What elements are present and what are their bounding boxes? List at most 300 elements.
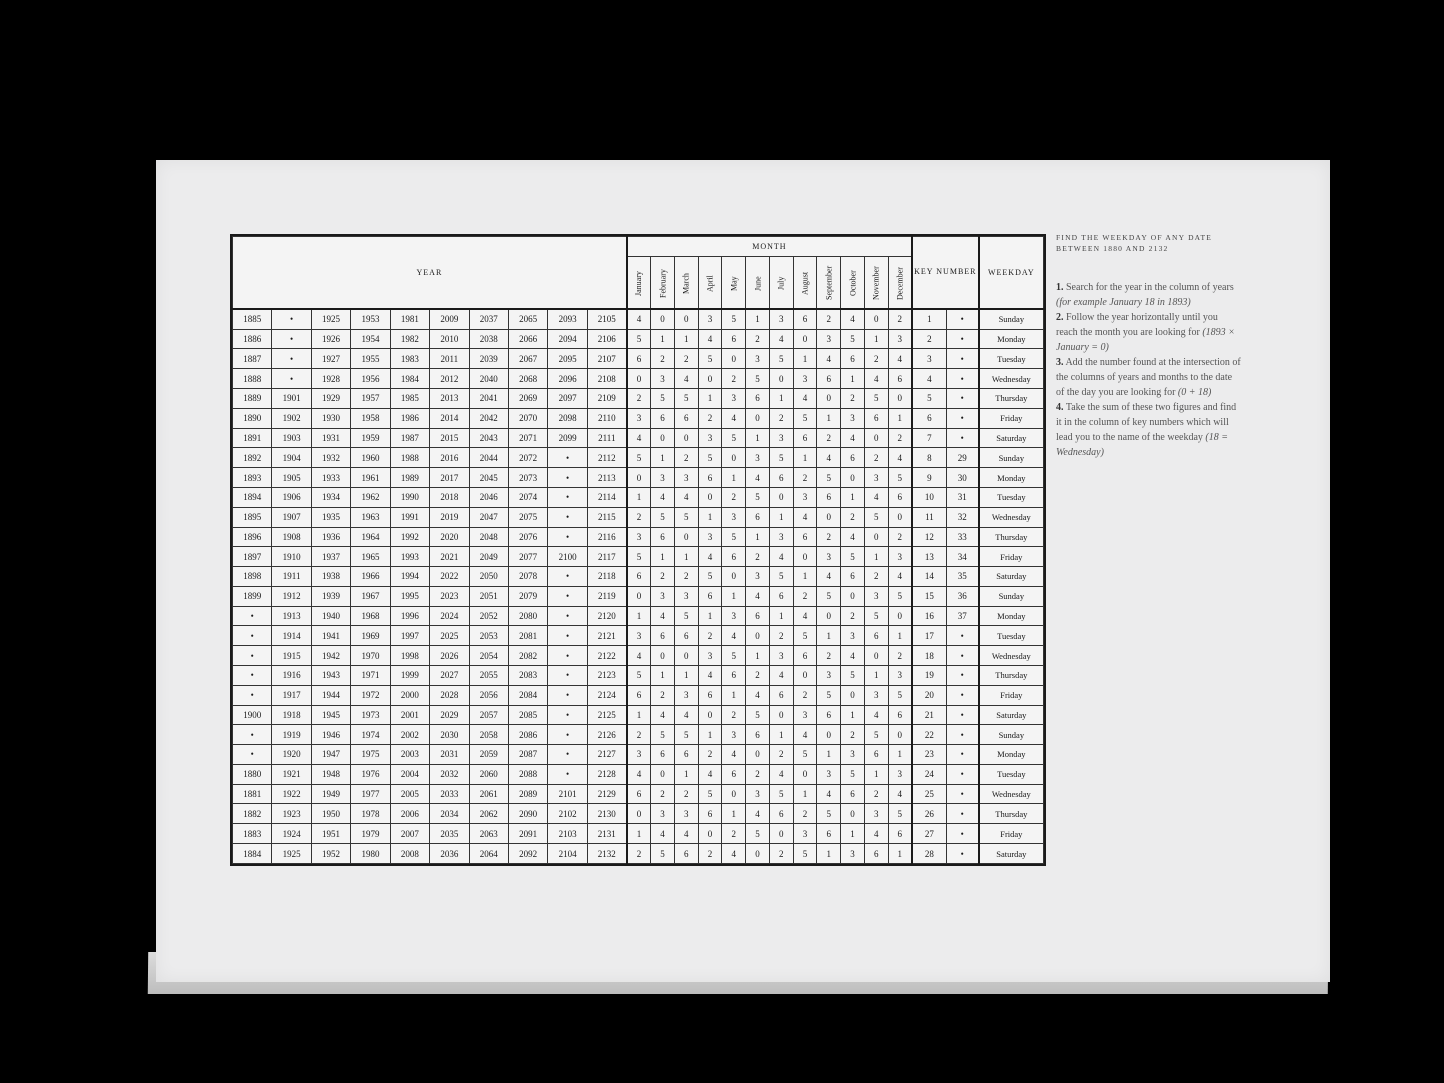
month-code-cell: 3 [722,507,746,527]
month-code-cell: 6 [746,725,770,745]
year-cell: 1993 [390,547,429,567]
month-code-cell: 4 [651,824,675,844]
month-code-cell: 1 [864,764,888,784]
month-code-cell: 2 [864,349,888,369]
table-row [233,389,1044,409]
month-code-cell: 6 [888,824,912,844]
month-code-cell: 4 [769,764,793,784]
key-number-cell: 24 [912,764,946,784]
month-code-cell: 0 [841,586,865,606]
key-number-cell: 25 [912,784,946,804]
month-code-cell: 5 [746,824,770,844]
weekday-cell: Thursday [979,804,1044,824]
year-cell: 1967 [351,586,390,606]
year-cell: 2048 [469,527,508,547]
month-code-cell: 4 [793,606,817,626]
year-cell: 1989 [390,468,429,488]
month-header-january: January [627,257,651,309]
month-code-cell: 6 [746,389,770,409]
table-row [233,487,1044,507]
year-cell: 2010 [430,329,469,349]
year-cell: • [548,487,587,507]
key-number-cell: • [946,369,978,389]
key-number-cell: • [946,309,978,330]
month-code-cell: 0 [864,309,888,330]
month-code-cell: 5 [864,389,888,409]
month-code-cell: 3 [769,428,793,448]
year-cell: 1910 [272,547,311,567]
month-code-cell: 1 [864,547,888,567]
month-code-cell: 5 [722,309,746,330]
year-cell: 2063 [469,824,508,844]
month-code-cell: 3 [698,309,722,330]
year-cell: • [233,745,272,765]
month-code-cell: 2 [841,725,865,745]
month-code-cell: 0 [769,487,793,507]
year-cell: 1895 [233,507,272,527]
key-number-cell: 14 [912,567,946,587]
month-code-cell: 1 [793,448,817,468]
year-cell: 1981 [390,309,429,330]
month-code-cell: 3 [722,725,746,745]
month-code-cell: 4 [698,329,722,349]
instructions-panel [1056,232,1242,460]
year-cell: 1992 [390,527,429,547]
month-code-cell: 1 [769,389,793,409]
table-row [233,626,1044,646]
month-code-cell: 1 [627,606,651,626]
year-cell: 2045 [469,468,508,488]
year-cell: 1892 [233,448,272,468]
year-cell: 2130 [587,804,627,824]
year-cell: 1980 [351,844,390,864]
key-number-cell: 2 [912,329,946,349]
year-cell: 1943 [311,665,350,685]
month-code-cell: 6 [674,844,698,864]
year-cell: 1984 [390,369,429,389]
month-code-cell: 6 [627,685,651,705]
year-cell: 2119 [587,586,627,606]
month-code-cell: 0 [746,745,770,765]
year-cell: 1939 [311,586,350,606]
month-code-cell: 5 [627,329,651,349]
key-number-cell: 35 [946,567,978,587]
year-cell: • [548,764,587,784]
year-cell: 2002 [390,725,429,745]
year-cell: 2040 [469,369,508,389]
month-code-cell: 5 [864,606,888,626]
month-code-cell: 0 [769,824,793,844]
month-code-cell: 6 [674,626,698,646]
month-code-cell: 2 [888,527,912,547]
month-code-cell: 6 [698,685,722,705]
year-cell: 1982 [390,329,429,349]
year-cell: 2087 [508,745,547,765]
month-code-cell: 1 [674,764,698,784]
year-cell: • [548,448,587,468]
month-code-cell: 1 [627,487,651,507]
year-cell: 1962 [351,487,390,507]
year-cell: 2132 [587,844,627,864]
month-code-cell: 0 [817,507,841,527]
year-cell: 1978 [351,804,390,824]
month-code-cell: 3 [817,547,841,567]
year-cell: 2118 [587,567,627,587]
key-number-cell: 26 [912,804,946,824]
year-cell: 2035 [430,824,469,844]
month-code-cell: 0 [627,804,651,824]
year-cell: 1896 [233,527,272,547]
year-cell: 1975 [351,745,390,765]
month-code-cell: 0 [674,646,698,666]
year-cell: • [233,606,272,626]
month-code-cell: 3 [627,626,651,646]
month-code-cell: 4 [698,764,722,784]
key-number-cell: 36 [946,586,978,606]
year-cell: 2025 [430,626,469,646]
year-cell: 1897 [233,547,272,567]
weekday-cell: Friday [979,685,1044,705]
year-cell: 2096 [548,369,587,389]
year-cell: 2104 [548,844,587,864]
year-cell: 2001 [390,705,429,725]
year-cell: 2073 [508,468,547,488]
month-code-cell: 3 [698,527,722,547]
step-number: 4. [1056,402,1064,413]
key-number-cell: 9 [912,468,946,488]
month-code-cell: 1 [722,685,746,705]
month-code-cell: 5 [651,725,675,745]
month-code-cell: 6 [864,626,888,646]
year-cell: 1933 [311,468,350,488]
year-cell: 2120 [587,606,627,626]
month-code-cell: 6 [864,844,888,864]
year-cell: • [548,665,587,685]
year-cell: 1915 [272,646,311,666]
month-code-cell: 3 [651,586,675,606]
year-cell: 2055 [469,665,508,685]
month-code-cell: 2 [674,567,698,587]
key-number-cell: • [946,408,978,428]
year-cell: 2080 [508,606,547,626]
year-cell: 1941 [311,626,350,646]
year-cell: 1917 [272,685,311,705]
year-cell: 2075 [508,507,547,527]
month-code-cell: 1 [651,448,675,468]
year-cell: 2030 [430,725,469,745]
month-code-cell: 2 [793,468,817,488]
month-code-cell: 3 [888,665,912,685]
month-code-cell: 2 [722,369,746,389]
year-cell: 1912 [272,586,311,606]
month-code-cell: 1 [864,665,888,685]
year-cell: • [548,606,587,626]
year-cell: 1998 [390,646,429,666]
month-code-cell: 0 [888,389,912,409]
year-cell: 2131 [587,824,627,844]
year-cell: 1893 [233,468,272,488]
month-code-cell: 1 [888,745,912,765]
year-cell: 2000 [390,685,429,705]
month-code-cell: 1 [769,507,793,527]
weekday-cell: Tuesday [979,487,1044,507]
month-code-cell: 2 [746,665,770,685]
year-cell: 2052 [469,606,508,626]
year-cell: 2092 [508,844,547,864]
month-code-cell: 3 [674,468,698,488]
month-code-cell: 2 [841,389,865,409]
year-cell: • [548,725,587,745]
month-header-february: February [651,257,675,309]
month-code-cell: 5 [769,448,793,468]
month-code-cell: 1 [817,408,841,428]
month-code-cell: 2 [674,784,698,804]
year-cell: 2069 [508,389,547,409]
table-row [233,428,1044,448]
month-code-cell: 0 [698,369,722,389]
month-code-cell: 4 [746,685,770,705]
month-code-cell: 3 [722,389,746,409]
year-cell: 1904 [272,448,311,468]
month-code-cell: 1 [817,745,841,765]
month-code-cell: 4 [769,665,793,685]
table-row [233,665,1044,685]
step-text: Follow the year horizontally until you reach the month you are looking for [1056,312,1218,338]
month-code-cell: 0 [864,646,888,666]
month-code-cell: 0 [627,369,651,389]
month-code-cell: 5 [793,626,817,646]
year-cell: 2122 [587,646,627,666]
key-number-cell: 6 [912,408,946,428]
year-cell: 2083 [508,665,547,685]
year-cell: 1997 [390,626,429,646]
year-cell: 2029 [430,705,469,725]
month-code-cell: 6 [651,626,675,646]
year-cell: 2041 [469,389,508,409]
key-number-cell: 33 [946,527,978,547]
month-code-cell: 4 [864,487,888,507]
year-cell: 1948 [311,764,350,784]
year-cell: 1906 [272,487,311,507]
month-code-cell: 6 [817,824,841,844]
year-cell: 2031 [430,745,469,765]
month-code-cell: 2 [698,408,722,428]
month-code-cell: 2 [651,784,675,804]
table-row [233,507,1044,527]
month-code-cell: 2 [722,824,746,844]
month-code-cell: 3 [793,487,817,507]
year-cell: 1908 [272,527,311,547]
step-number: 3. [1056,357,1064,368]
year-cell: • [272,349,311,369]
year-cell: 1964 [351,527,390,547]
year-cell: 2124 [587,685,627,705]
month-code-cell: 5 [746,705,770,725]
year-cell: 1936 [311,527,350,547]
year-cell: 1934 [311,487,350,507]
month-code-cell: 5 [864,507,888,527]
step-text: Take the sum of these two figures and find it in the column of key numbers which will lead you to the name of the weekday [1056,402,1237,443]
year-cell: 2043 [469,428,508,448]
month-code-cell: 2 [651,567,675,587]
month-code-cell: 0 [888,725,912,745]
weekday-cell: Monday [979,468,1044,488]
weekday-cell: Friday [979,408,1044,428]
year-cell: 1968 [351,606,390,626]
year-cell: 1956 [351,369,390,389]
year-cell: 1996 [390,606,429,626]
year-cell: 2038 [469,329,508,349]
year-cell: 2076 [508,527,547,547]
month-code-cell: 5 [722,646,746,666]
year-cell: 2109 [587,389,627,409]
key-number-cell: • [946,626,978,646]
year-cell: 2068 [508,369,547,389]
key-number-cell: 27 [912,824,946,844]
year-cell: 2121 [587,626,627,646]
year-cell: 2059 [469,745,508,765]
weekday-cell: Tuesday [979,764,1044,784]
month-header-december: December [888,257,912,309]
month-code-cell: 3 [841,844,865,864]
month-code-cell: 2 [627,389,651,409]
year-cell: 2062 [469,804,508,824]
step-example: (18 = Wednesday) [1056,432,1228,458]
month-code-cell: 2 [651,349,675,369]
key-number-cell: 28 [912,844,946,864]
year-cell: 1986 [390,408,429,428]
year-cell: 2128 [587,764,627,784]
month-code-cell: 4 [817,784,841,804]
year-cell: 1965 [351,547,390,567]
month-code-cell: 5 [651,389,675,409]
month-code-cell: 4 [841,309,865,330]
month-code-cell: 0 [817,606,841,626]
month-code-cell: 6 [627,567,651,587]
year-cell: 2115 [587,507,627,527]
book-page [156,160,1330,982]
weekday-cell: Sunday [979,448,1044,468]
key-number-cell: 23 [912,745,946,765]
month-code-cell: 2 [769,844,793,864]
table-row [233,527,1044,547]
month-code-cell: 3 [841,745,865,765]
month-code-cell: 3 [864,685,888,705]
month-code-cell: 4 [793,725,817,745]
month-code-cell: 2 [817,309,841,330]
month-code-cell: 4 [722,626,746,646]
month-code-cell: 5 [746,487,770,507]
weekday-header: WEEKDAY [979,237,1044,309]
month-code-cell: 2 [627,725,651,745]
year-cell: 2070 [508,408,547,428]
year-cell: • [548,586,587,606]
month-code-cell: 6 [698,804,722,824]
month-code-cell: 2 [769,408,793,428]
year-cell: 1926 [311,329,350,349]
year-cell: 1971 [351,665,390,685]
year-cell: 2024 [430,606,469,626]
month-code-cell: 2 [698,745,722,765]
month-code-cell: 4 [817,349,841,369]
month-code-cell: 5 [817,804,841,824]
year-cell: 1953 [351,309,390,330]
month-code-cell: 5 [698,349,722,369]
year-cell: 1995 [390,586,429,606]
month-code-cell: 5 [769,784,793,804]
year-cell: 1954 [351,329,390,349]
month-code-cell: 6 [841,567,865,587]
month-code-cell: 2 [817,428,841,448]
instructions-title [1056,232,1242,254]
key-number-cell: 32 [946,507,978,527]
weekday-cell: Thursday [979,665,1044,685]
month-code-cell: 5 [817,685,841,705]
month-code-cell: 1 [651,665,675,685]
month-code-cell: 6 [651,408,675,428]
year-cell: 1894 [233,487,272,507]
year-cell: 2007 [390,824,429,844]
month-code-cell: 2 [817,527,841,547]
key-number-cell: 5 [912,389,946,409]
year-cell: • [548,507,587,527]
month-code-cell: 2 [698,844,722,864]
year-cell: 2057 [469,705,508,725]
key-number-cell: • [946,349,978,369]
month-code-cell: 6 [769,468,793,488]
month-code-cell: 1 [746,428,770,448]
month-code-cell: 4 [627,764,651,784]
year-cell: 1945 [311,705,350,725]
year-cell: 1907 [272,507,311,527]
month-code-cell: 4 [722,745,746,765]
year-cell: • [233,685,272,705]
year-cell: 1883 [233,824,272,844]
month-code-cell: 3 [746,784,770,804]
year-cell: 1898 [233,567,272,587]
month-code-cell: 5 [841,547,865,567]
month-code-cell: 0 [841,685,865,705]
year-cell: 2042 [469,408,508,428]
month-code-cell: 0 [746,408,770,428]
month-code-cell: 5 [769,349,793,369]
month-code-cell: 5 [627,665,651,685]
year-cell: 2026 [430,646,469,666]
year-cell: 1976 [351,764,390,784]
key-number-cell: 16 [912,606,946,626]
year-cell: 1925 [272,844,311,864]
year-cell: 2105 [587,309,627,330]
key-number-cell: 1 [912,309,946,330]
year-cell: 2112 [587,448,627,468]
month-code-cell: 0 [769,705,793,725]
year-cell: 1900 [233,705,272,725]
year-cell: 2003 [390,745,429,765]
table-row [233,606,1044,626]
month-code-cell: 0 [674,527,698,547]
month-code-cell: 0 [817,389,841,409]
month-code-cell: 4 [888,784,912,804]
month-code-cell: 6 [674,408,698,428]
month-code-cell: 2 [627,507,651,527]
table-row [233,586,1044,606]
month-code-cell: 4 [651,487,675,507]
key-number-cell: 18 [912,646,946,666]
year-cell: 1882 [233,804,272,824]
key-number-cell: 13 [912,547,946,567]
table-row [233,567,1044,587]
month-code-cell: 4 [651,705,675,725]
